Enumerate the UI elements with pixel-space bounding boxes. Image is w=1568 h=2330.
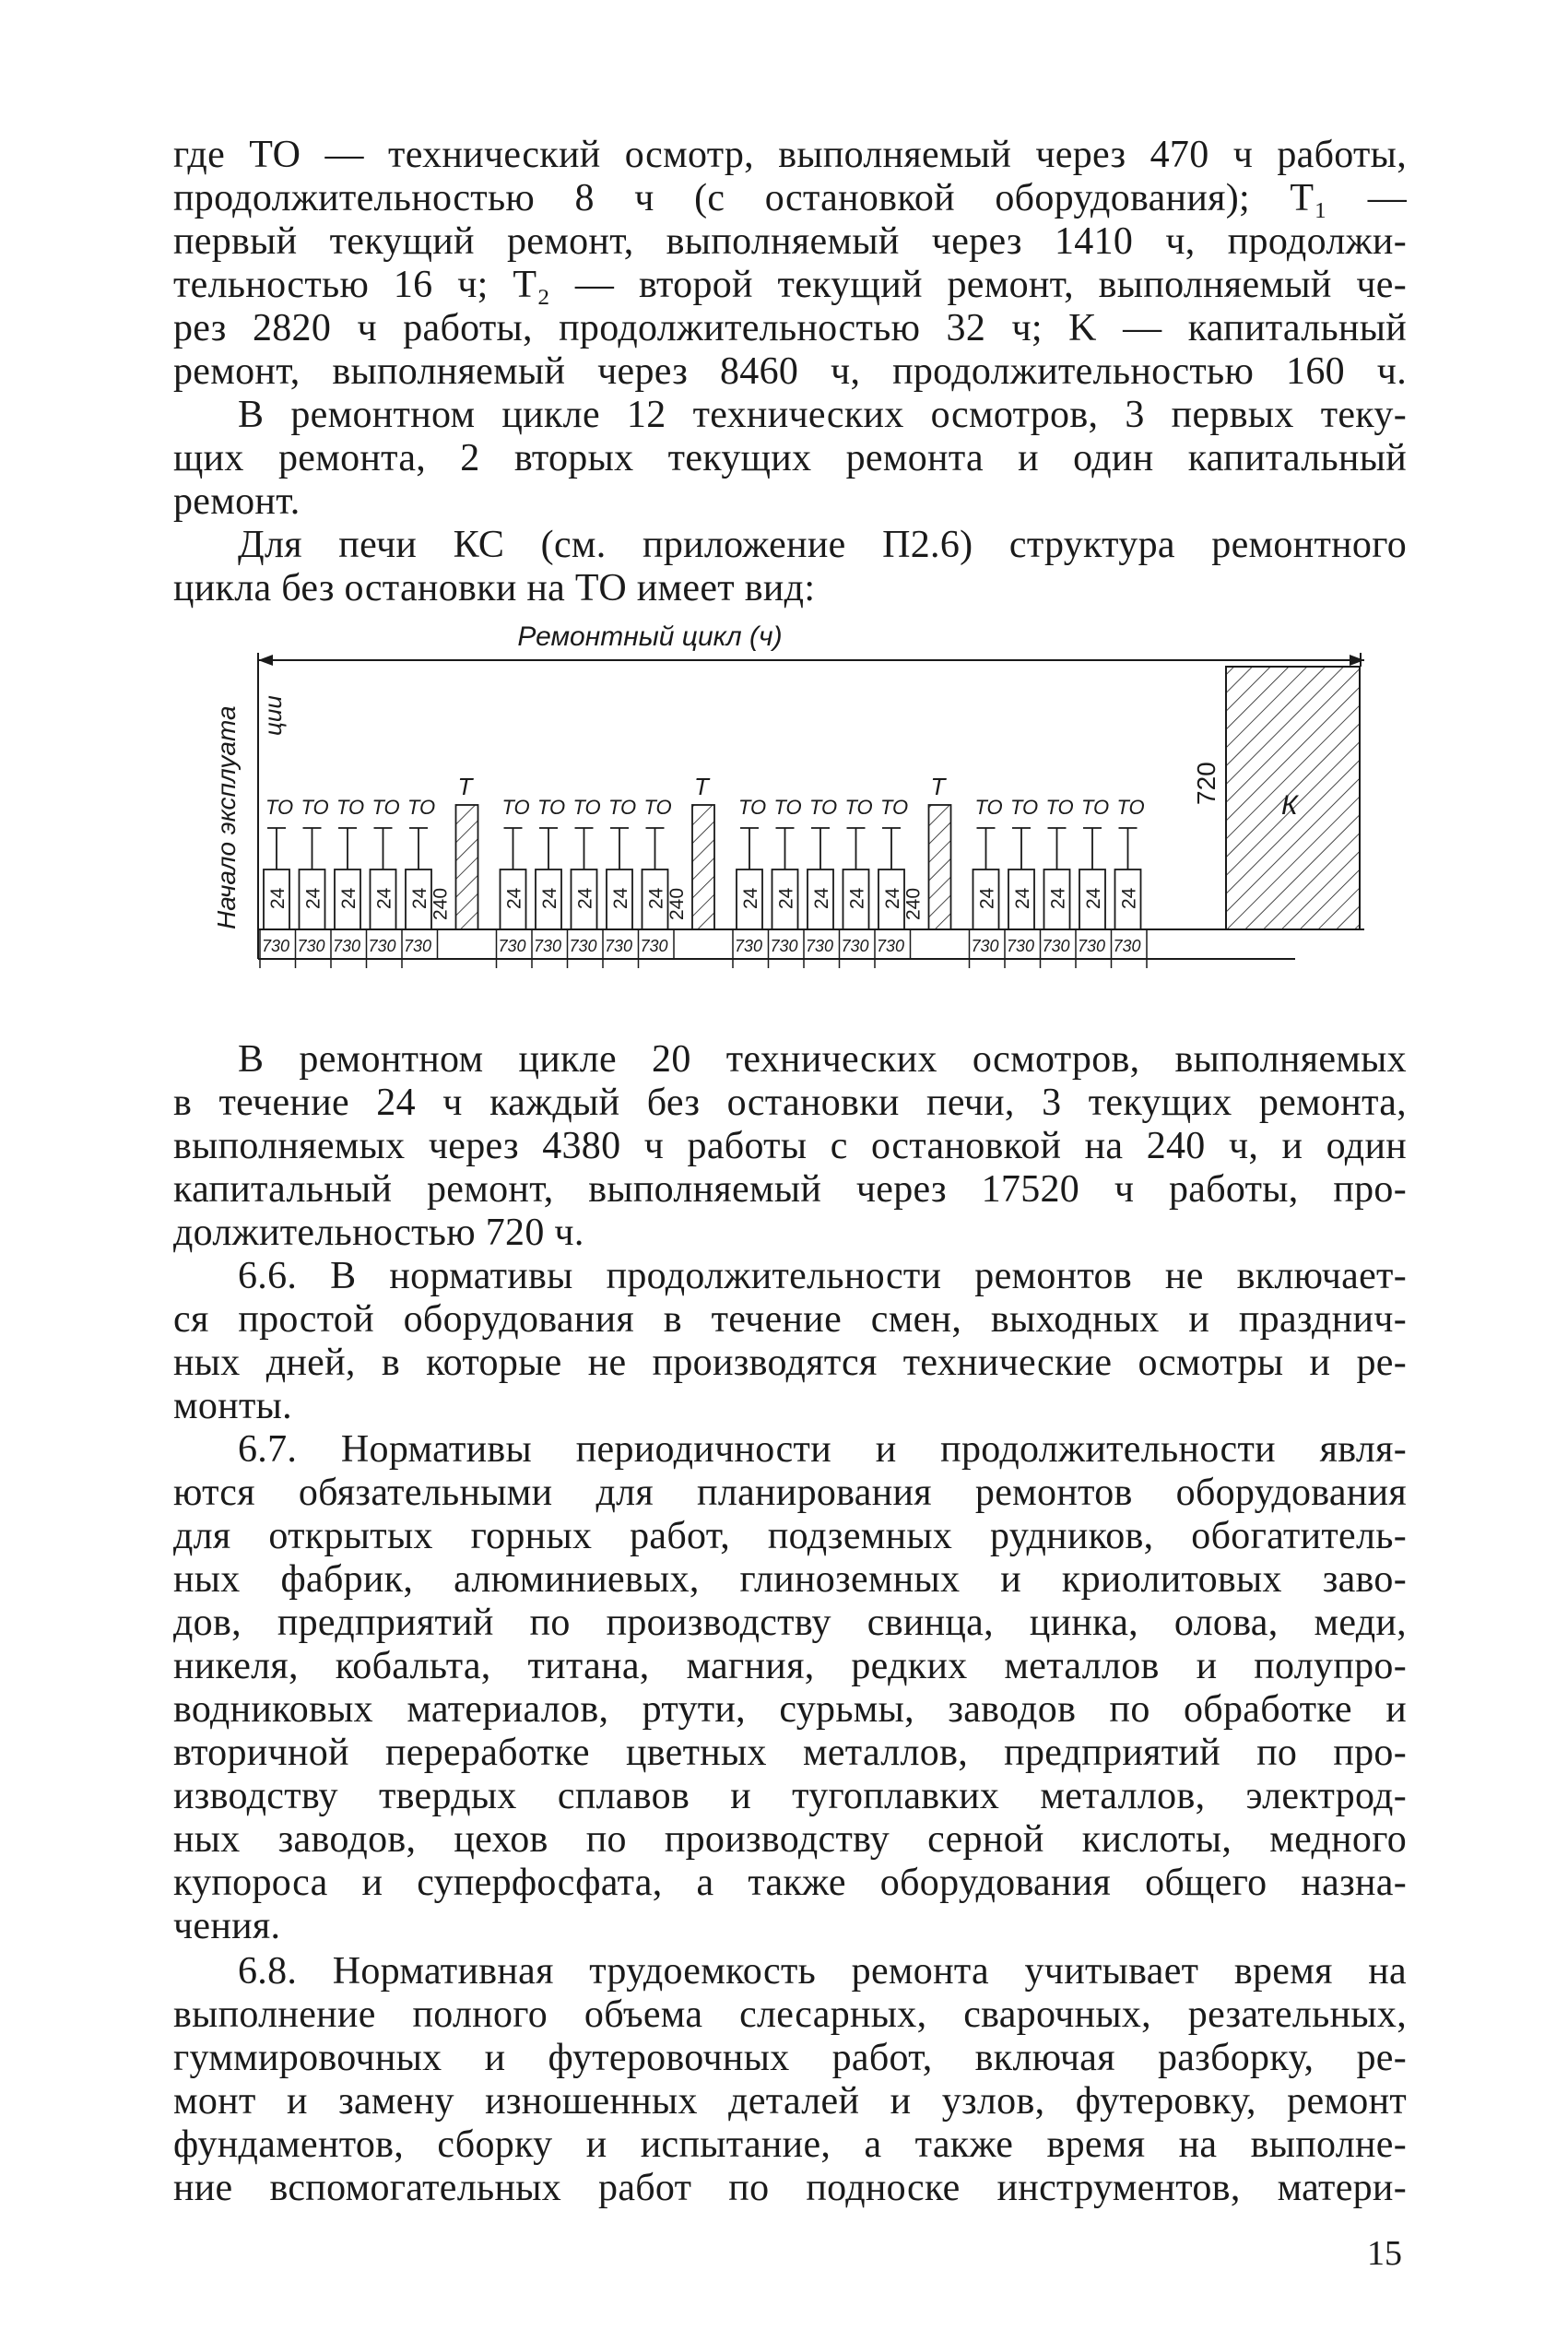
text-line: ных дней, в которые не производятся технические осмотры и ре- xyxy=(173,1342,1407,1384)
to-label: ТО xyxy=(1045,796,1074,819)
capital-repair-label: К xyxy=(1281,790,1298,821)
to-label: ТО xyxy=(773,796,802,819)
t-duration-label: 240 xyxy=(902,887,925,920)
text-line: 6.8. Нормативная трудоемкость ремонта учитывает время на xyxy=(238,1950,1407,1993)
interval-label: 730 xyxy=(297,937,325,955)
interval-label: 730 xyxy=(1078,937,1106,955)
interval-label: 730 xyxy=(262,937,290,955)
to-duration-label: 24 xyxy=(409,887,430,909)
text-line: 6.6. В нормативы продолжительности ремонтов не включает- xyxy=(238,1255,1407,1297)
to-duration-label: 24 xyxy=(1083,887,1104,909)
to-duration-label: 24 xyxy=(976,887,998,909)
to-label: ТО xyxy=(265,796,294,819)
interval-label: 730 xyxy=(1113,937,1141,955)
to-duration-label: 24 xyxy=(1047,887,1069,909)
to-duration-label: 24 xyxy=(574,887,596,909)
to-duration-label: 24 xyxy=(882,887,903,909)
text-line: 6.7. Нормативы периодичности и продолжительности явля- xyxy=(238,1428,1407,1471)
current-repair-block xyxy=(929,805,951,929)
current-repair-label: Т xyxy=(930,773,946,800)
text-line: щих ремонта, 2 вторых текущих ремонта и один капитальный xyxy=(173,437,1407,479)
text-line: В ремонтном цикле 20 технических осмотров, выполняемых xyxy=(238,1038,1407,1081)
to-label: ТО xyxy=(407,796,436,819)
to-label: ТО xyxy=(738,796,767,819)
to-duration-label: 24 xyxy=(645,887,667,909)
text-line: В ремонтном цикле 12 технических осмотров, 3 первых теку- xyxy=(238,394,1407,436)
to-duration-label: 24 xyxy=(1118,887,1140,909)
interval-label: 730 xyxy=(971,937,999,955)
to-duration-label: 24 xyxy=(373,887,395,909)
text-line: выполнение полного объема слесарных, сварочных, резательных, xyxy=(173,1993,1407,2036)
page-number: 15 xyxy=(1367,2234,1402,2273)
text-line: ных заводов, цехов по производству серной кислоты, медного xyxy=(173,1818,1407,1861)
interval-label: 730 xyxy=(569,937,597,955)
text-line: ся простой оборудования в течение смен, выходных и празднич- xyxy=(173,1298,1407,1341)
start-label: Начало эксплуата xyxy=(212,705,241,929)
text-line: в течение 24 ч каждый без остановки печи, 3 текущих ремонта, xyxy=(173,1082,1407,1124)
text-line: где ТО — технический осмотр, выполняемый через 470 ч работы, xyxy=(173,134,1407,176)
paragraph-6-8 xyxy=(173,1950,1407,2210)
to-label: ТО xyxy=(1116,796,1145,819)
to-duration-label: 24 xyxy=(610,887,631,909)
to-label: ТО xyxy=(572,796,601,819)
text-line: чения. xyxy=(173,1905,281,1947)
paragraph-6-7 xyxy=(173,1428,1407,1948)
interval-label: 730 xyxy=(534,937,562,955)
text-line: монт и замену изношенных деталей и узлов, футеровку, ремонт xyxy=(173,2080,1407,2123)
start-label-unit: ции xyxy=(259,695,287,736)
to-label: ТО xyxy=(608,796,637,819)
text-line: первый текущий ремонт, выполняемый через 1410 ч, продолжи- xyxy=(173,220,1407,263)
interval-label: 730 xyxy=(404,937,432,955)
text-line: ных фабрик, алюминиевых, глиноземных и криолитовых заво- xyxy=(173,1558,1407,1601)
to-duration-label: 24 xyxy=(775,887,797,909)
text-line: тельностью 16 ч; T₂ — второй текущий ремонт, выполняемый че- xyxy=(173,264,1407,306)
to-label: ТО xyxy=(844,796,873,819)
to-duration-label: 24 xyxy=(1012,887,1033,909)
interval-label: 730 xyxy=(498,937,526,955)
to-duration-label: 24 xyxy=(539,887,560,909)
t-duration-label: 240 xyxy=(430,887,452,920)
to-duration-label: 24 xyxy=(503,887,525,909)
paragraph-ks-cycle-summary xyxy=(173,1038,1407,1255)
interval-label: 730 xyxy=(605,937,633,955)
to-label: ТО xyxy=(974,796,1003,819)
text-line: для открытых горных работ, подземных рудников, обогатитель- xyxy=(173,1515,1407,1557)
to-duration-label: 24 xyxy=(267,887,289,909)
current-repair-label: Т xyxy=(694,773,709,800)
to-label: ТО xyxy=(880,796,909,819)
text-line: ются обязательными для планирования ремонтов оборудования xyxy=(173,1472,1407,1514)
paragraph-6-6 xyxy=(173,1255,1407,1428)
interval-label: 730 xyxy=(735,937,763,955)
to-duration-label: 24 xyxy=(740,887,761,909)
t-duration-label: 240 xyxy=(666,887,688,920)
cycle-arrow-left-head xyxy=(258,655,273,666)
to-label: ТО xyxy=(1081,796,1110,819)
text-line: купороса и суперфосфата, а также оборудования общего назна- xyxy=(173,1862,1407,1904)
text-line: монты. xyxy=(173,1385,292,1427)
to-duration-label: 24 xyxy=(302,887,324,909)
text-line: Для печи КС (см. приложение П2.6) структура ремонтного xyxy=(238,524,1407,566)
cycle-arrow-right-head xyxy=(1350,655,1364,666)
text-line: капитальный ремонт, выполняемый через 17520 ч работы, про- xyxy=(173,1168,1407,1211)
text-line: выполняемых через 4380 ч работы с остановкой на 240 ч, и один xyxy=(173,1125,1407,1167)
text-line: цикла без остановки на ТО имеет вид: xyxy=(173,567,816,609)
text-line: рез 2820 ч работы, продолжительностью 32 ч; K — капитальный xyxy=(173,307,1407,349)
interval-label: 730 xyxy=(368,937,396,955)
to-duration-label: 24 xyxy=(811,887,832,909)
interval-label: 730 xyxy=(640,937,668,955)
text-line: водниковых материалов, ртути, сурьмы, заводов по обработке и xyxy=(173,1688,1407,1731)
interval-label: 730 xyxy=(806,937,834,955)
interval-label: 730 xyxy=(877,937,905,955)
interval-label: 730 xyxy=(333,937,361,955)
interval-label: 730 xyxy=(1007,937,1035,955)
text-line: фундаментов, сборку и испытание, а также время на выполне- xyxy=(173,2123,1407,2166)
text-line: ние вспомогательных работ по подноске инструментов, матери- xyxy=(173,2167,1407,2209)
interval-label: 730 xyxy=(1042,937,1070,955)
repair-cycle-diagram xyxy=(207,616,1369,994)
text-line: должительностью 720 ч. xyxy=(173,1212,584,1254)
paragraph-cycle-summary xyxy=(173,394,1407,524)
to-label: ТО xyxy=(537,796,566,819)
to-label: ТО xyxy=(336,796,365,819)
text-line: изводству твердых сплавов и тугоплавких металлов, электрод- xyxy=(173,1775,1407,1817)
current-repair-label: Т xyxy=(457,773,473,800)
to-label: ТО xyxy=(371,796,400,819)
current-repair-block xyxy=(692,805,714,929)
text-line: дов, предприятий по производству свинца, цинка, олова, меди, xyxy=(173,1602,1407,1644)
text-line: продолжительностью 8 ч (с остановкой оборудования); T₁ — xyxy=(173,177,1407,219)
capital-repair-duration-label: 720 xyxy=(1192,762,1220,805)
text-line: ремонт, выполняемый через 8460 ч, продолжительностью 160 ч. xyxy=(173,350,1407,393)
text-line: вторичной переработке цветных металлов, предприятий по про- xyxy=(173,1732,1407,1774)
interval-label: 730 xyxy=(841,937,869,955)
current-repair-block xyxy=(456,805,478,929)
to-label: ТО xyxy=(1010,796,1039,819)
to-label: ТО xyxy=(643,796,672,819)
to-label: ТО xyxy=(501,796,530,819)
to-label: ТО xyxy=(809,796,838,819)
paragraph-ks-furnace xyxy=(173,524,1407,610)
text-line: ремонт. xyxy=(173,480,301,523)
text-line: никеля, кобальта, титана, магния, редких металлов и полупро- xyxy=(173,1645,1407,1687)
diagram-title: Ремонтный цикл (ч) xyxy=(517,621,783,652)
to-duration-label: 24 xyxy=(846,887,868,909)
text-line: гуммировочных и футеровочных работ, включая разборку, ре- xyxy=(173,2037,1407,2079)
to-duration-label: 24 xyxy=(338,887,360,909)
to-label: ТО xyxy=(301,796,329,819)
interval-label: 730 xyxy=(770,937,798,955)
paragraph-definitions xyxy=(173,134,1407,394)
